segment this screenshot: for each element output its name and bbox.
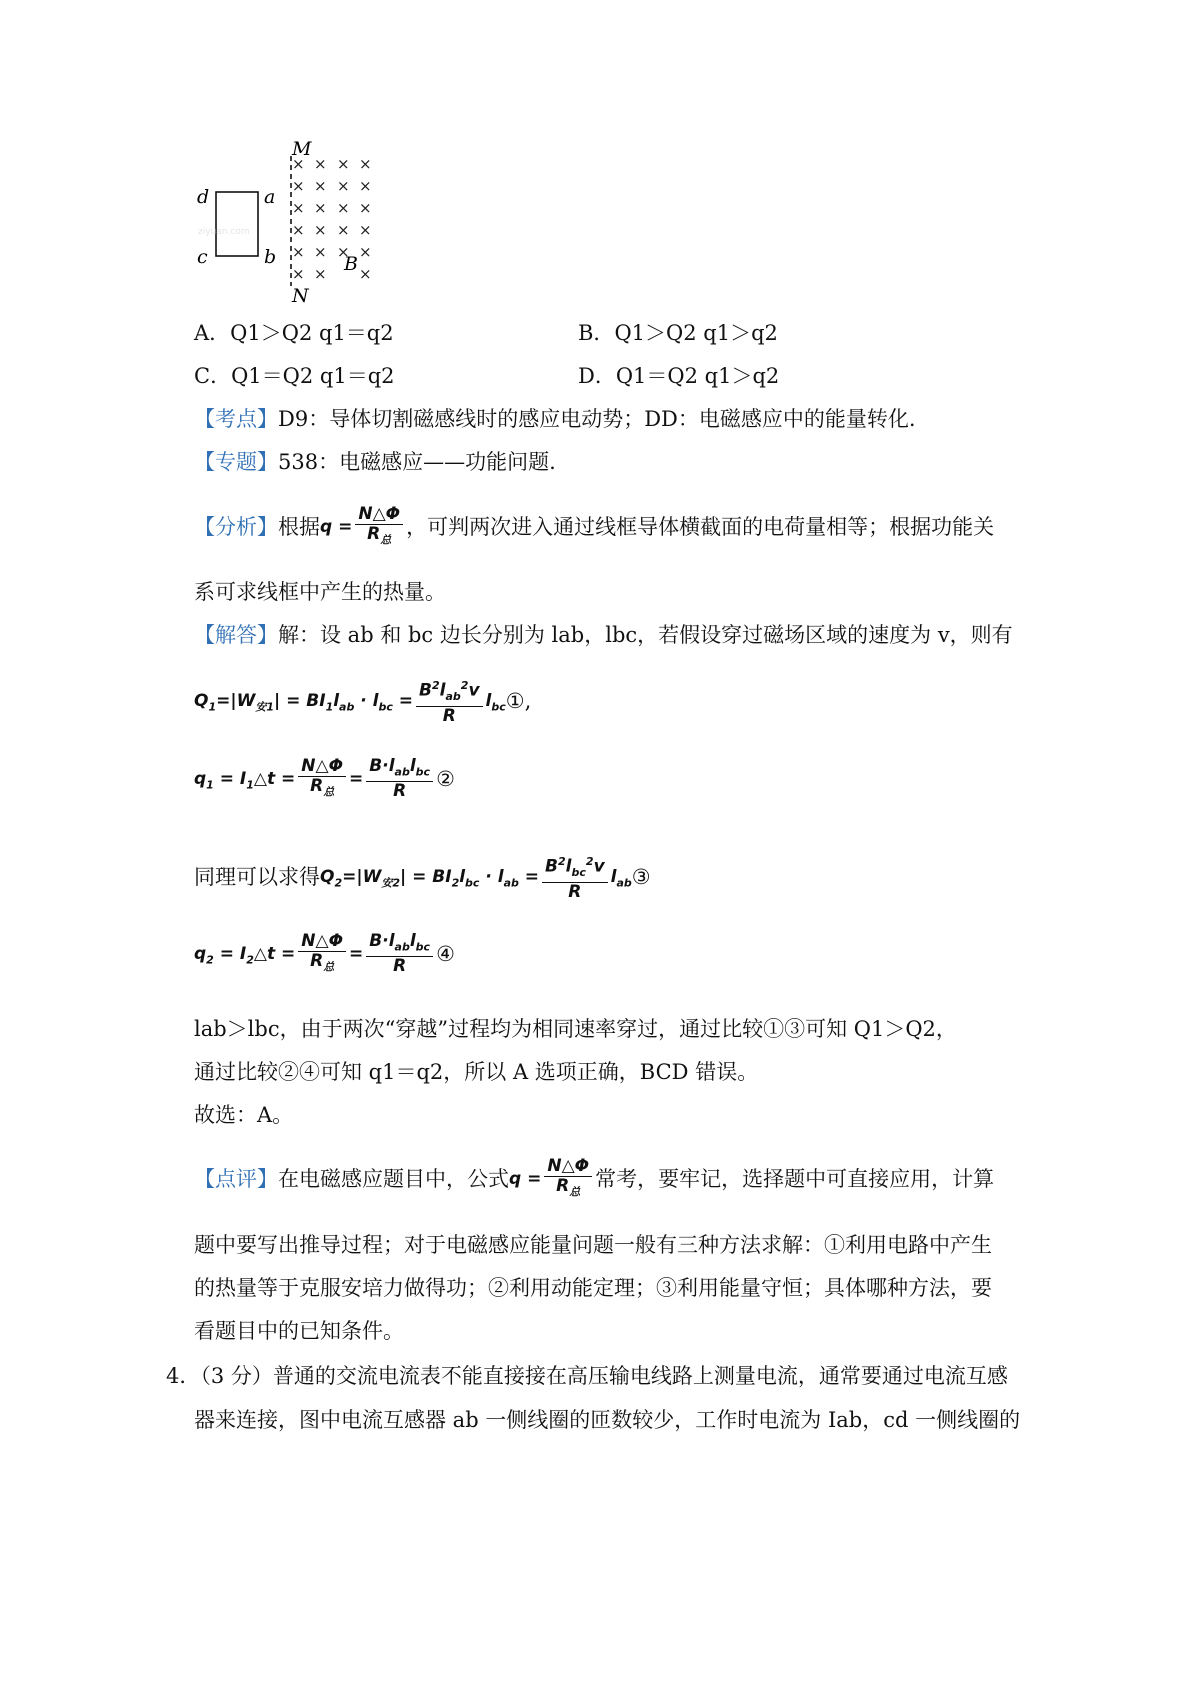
dianping-line4 [194,1315,404,1347]
fenxi-tag: 【分析】 [194,515,278,540]
fenxi-pre: 根据 [278,515,320,540]
option-C [194,360,395,392]
field-cross-mark: × [337,199,350,217]
jieda-tag: 【解答】 [194,623,278,647]
conclusion-line1 [194,1013,957,1045]
watermark: ziyuan.com [198,227,250,237]
eq3-prefix: 同理可以求得 [194,865,320,890]
formula-q-charge-2: q = $\frac{N\triangle\Phi}{R_总}$ [509,1157,595,1201]
zhuanti-tag: 【专题】 [194,450,278,474]
zhuanti-text: 538：电磁感应——功能问题. [278,450,556,474]
kaodian-line [194,403,916,435]
field-cross-mark: × [292,265,305,283]
field-cross-mark: × [292,243,305,261]
field-cross-mark: × [292,177,305,195]
jieda-line [194,619,1013,651]
dianping-line [194,1157,994,1201]
label-d: d [197,186,210,208]
field-cross-mark: × [337,177,350,195]
option-C-text: Q1＝Q2 q1＝q2 [231,364,395,388]
field-cross-mark: × [359,265,372,283]
kaodian-text: D9：导体切割磁感线时的感应电动势；DD：电磁感应中的能量转化. [278,407,916,431]
equation-2: $q_1$ = $I_1\triangle t$ = $\frac{N\triangle\Phi}{R_总}$ = $\frac{B\cdot l_{ab}l_{bc}}{R}$ ② [194,756,455,802]
option-C-prefix: C． [194,364,232,388]
conclusion1-text: lab＞lbc，由于两次“穿越”过程均为相同速率穿过，通过比较①③可知 Q1＞Q2， [194,1017,957,1041]
field-cross-mark: × [292,155,305,173]
label-M: M [292,138,312,160]
equation-4: $q_2$ = $I_2\triangle t$ = $\frac{N\triangle\Phi}{R_总}$ = $\frac{B\cdot l_{ab}l_{bc}}{R}$ ④ [194,931,455,977]
field-cross-mark: × [359,177,372,195]
field-cross-mark: × [337,221,350,239]
field-crosses [292,155,372,283]
magnetic-field-diagram [196,136,386,306]
field-cross-mark: × [359,243,372,261]
dianping-tag: 【点评】 [194,1167,278,1192]
option-B-text: Q1＞Q2 q1＞q2 [614,321,778,345]
dianping-pre: 在电磁感应题目中，公式 [278,1167,509,1192]
option-D [578,360,779,392]
equation-3: 同理可以求得 $Q_2=|W_{安2}| = BI_2l_{bc} \cdot l_{ab}$ = $\frac{B^2l_{bc}^2v}{R}$ $l_{ab}$ ③ [194,852,651,902]
option-D-prefix: D． [578,364,616,388]
field-cross-mark: × [359,221,372,239]
field-cross-mark: × [359,199,372,217]
question4-line1 [166,1360,1008,1392]
kaodian-tag: 【考点】 [194,407,278,431]
question4-line1-text: （3 分）普通的交流电流表不能直接接在高压输电线路上测量电流，通常要通过电流互感 [200,1364,1008,1388]
field-cross-mark: × [314,221,327,239]
formula-q-charge: q = $\frac{N\triangle\Phi}{R_总}$ [320,505,406,549]
dianping-line2-text: 题中要写出推导过程；对于电磁感应能量问题一般有三种方法求解：①利用电路中产生 [194,1233,992,1257]
label-B: B [344,253,358,275]
question4-line2 [194,1404,1020,1436]
option-A-prefix: A． [194,321,231,345]
option-A [194,317,394,349]
option-B-prefix: B． [578,321,615,345]
conclusion-line2 [194,1056,758,1088]
field-cross-mark: × [314,199,327,217]
fenxi-line2 [194,576,446,608]
circuit-figure [196,136,386,306]
field-cross-mark: × [314,265,327,283]
fenxi-line2-text: 系可求线框中产生的热量。 [194,580,446,604]
question4-line2-text: 器来连接，图中电流互感器 ab 一侧线圈的匝数较少，工作时电流为 Iab，cd 一侧线圈的 [194,1408,1021,1432]
fenxi-post: ，可判两次进入通过线框导体横截面的电荷量相等；根据功能关 [406,515,995,540]
label-b: b [264,246,277,268]
dianping-line4-text: 看题目中的已知条件。 [194,1319,404,1343]
option-A-text: Q1＞Q2 q1＝q2 [230,321,394,345]
label-c: c [197,246,208,268]
label-a: a [264,186,276,208]
label-N: N [292,285,309,306]
field-cross-mark: × [314,177,327,195]
field-cross-mark: × [292,199,305,217]
answer-line [194,1099,293,1131]
option-B [578,317,778,349]
jieda-text: 解：设 ab 和 bc 边长分别为 lab，lbc，若假设穿过磁场区域的速度为 v，则有 [278,623,1013,647]
dianping-post: 常考，要牢记，选择题中可直接应用，计算 [595,1167,995,1192]
field-cross-mark: × [292,221,305,239]
dianping-line3 [194,1272,992,1304]
field-cross-mark: × [337,155,350,173]
equation-1: $Q_1=|W_{安1}| = BI_1l_{ab} \cdot l_{bc}$ = $\frac{B^2l_{ab}^2v}{R}$ $l_{bc}$ ①, [194,676,531,726]
dianping-line2 [194,1229,992,1261]
dianping-line3-text: 的热量等于克服安培力做得功；②利用动能定理；③利用能量守恒；具体哪种方法，要 [194,1276,992,1300]
field-cross-mark: × [314,155,327,173]
wire-frame [216,192,258,256]
fenxi-line [194,505,994,549]
option-D-text: Q1＝Q2 q1＞q2 [615,364,780,388]
answer-text: 故选：A。 [194,1103,294,1127]
field-cross-mark: × [359,155,372,173]
zhuanti-line [194,446,556,478]
field-cross-mark: × [314,243,327,261]
question4-number: 4． [166,1364,201,1388]
conclusion2-text: 通过比较②④可知 q1＝q2，所以 A 选项正确，BCD 错误。 [194,1060,759,1084]
field-cross-mark: × [337,243,350,261]
